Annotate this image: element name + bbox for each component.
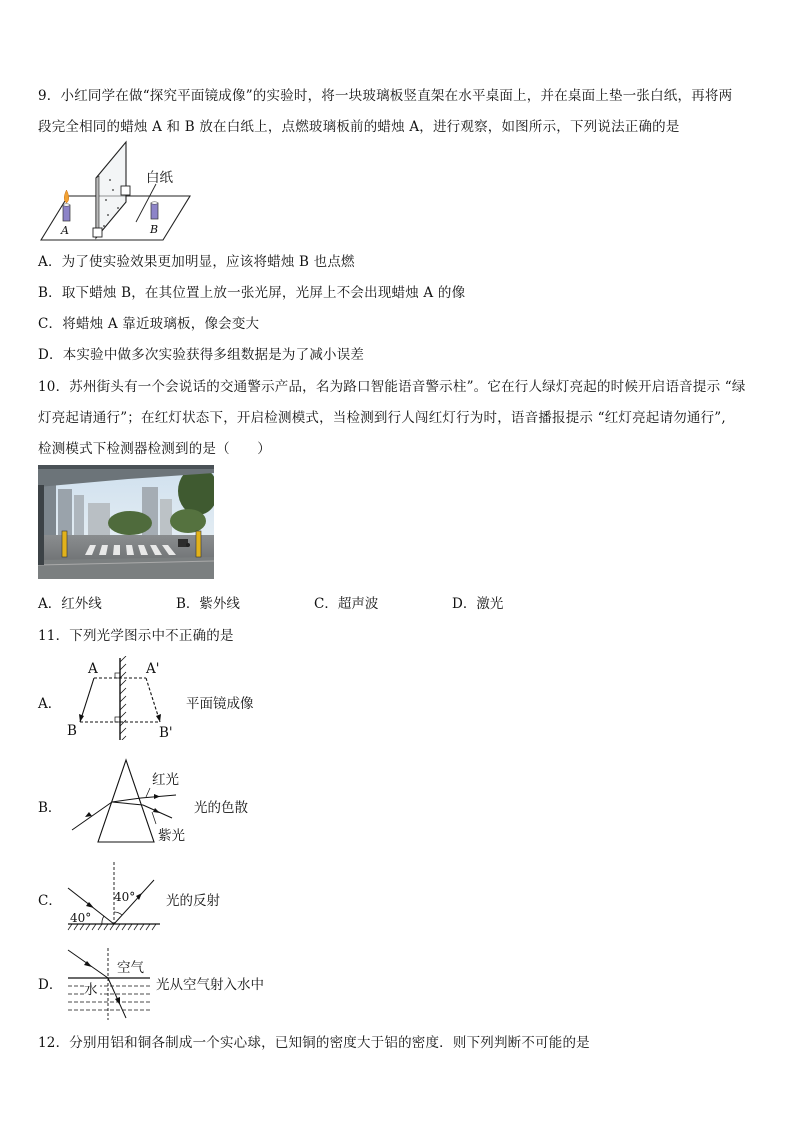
- q10-option-d: D．激光: [452, 596, 504, 612]
- q9-option-d: D．本实验中做多次实验获得多组数据是为了减小误差: [38, 347, 365, 363]
- label-a-prime: A': [146, 661, 160, 677]
- street-crossing-photo: [38, 465, 214, 579]
- q10-option-c: C．超声波: [314, 596, 379, 612]
- candle-b: [151, 202, 158, 219]
- reflection-diagram: [64, 860, 164, 936]
- q9-stem-line2: 段完全相同的蜡烛 A 和 B 放在白纸上，点燃玻璃板前的蜡烛 A，进行观察，如图所示，下列说法正确的是: [38, 119, 680, 135]
- plane-mirror-diagram: [60, 656, 185, 740]
- q11-option-d-letter: D．: [38, 977, 63, 993]
- refraction-diagram: [64, 944, 154, 1024]
- label-b-prime: B': [159, 725, 173, 740]
- label-b: B: [67, 723, 77, 739]
- dispersion-diagram: [68, 758, 192, 846]
- flame-icon: [64, 190, 69, 203]
- q11-option-a-letter: A．: [38, 696, 62, 712]
- candle-a: [63, 190, 70, 221]
- q9-option-a: A．为了使实验效果更加明显，应该将蜡烛 B 也点燃: [38, 254, 355, 270]
- paper-label: 白纸: [146, 170, 173, 186]
- label-reflection-angle: 40°: [114, 890, 136, 904]
- label-water: 水: [84, 982, 98, 998]
- q9-option-b: B．取下蜡烛 B，在其位置上放一张光屏，光屏上不会出现蜡烛 A 的像: [38, 285, 466, 301]
- label-a: A: [88, 661, 98, 677]
- q12-stem: 12．分别用铝和铜各制成一个实心球，已知铜的密度大于铝的密度．则下列判断不可能的是: [38, 1035, 590, 1051]
- q11-stem: 11．下列光学图示中不正确的是: [38, 628, 234, 644]
- warning-post-right: [196, 531, 201, 557]
- prism-icon: [98, 760, 154, 842]
- q11-option-b-caption: 光的色散: [194, 800, 248, 816]
- q10-stem-line2: 灯亮起请通行”；在红灯状态下，开启检测模式，当检测到行人闯红灯行为时，语音播报提示 “红灯亮起请勿通行”,: [38, 410, 726, 426]
- label-air: 空气: [117, 960, 144, 976]
- candle-a-label: A: [61, 224, 69, 237]
- q11-option-c-letter: C．: [38, 893, 62, 909]
- label-incidence-angle: 40°: [70, 911, 92, 925]
- q9-stem-line1: 9．小红同学在做“探究平面镜成像”的实验时，将一块玻璃板竖直架在水平桌面上，并在桌面上垫一张白纸，再将两: [38, 88, 733, 104]
- q11-option-b-letter: B．: [38, 800, 62, 816]
- candle-b-label: B: [150, 223, 159, 236]
- label-red-light: 红光: [152, 772, 179, 788]
- q10-option-a: A．红外线: [38, 596, 102, 612]
- q10-stem-line3: 检测模式下检测器检测到的是（ ）: [38, 441, 271, 457]
- q10-stem-line1: 10．苏州街头有一个会说话的交通警示产品，名为路口智能语音警示柱”。它在行人绿灯亮起的时候开启语音提示 “绿: [38, 379, 746, 395]
- q9-option-c: C．将蜡烛 A 靠近玻璃板，像会变大: [38, 316, 260, 332]
- q11-option-c-caption: 光的反射: [166, 893, 220, 909]
- warning-post-left: [62, 531, 67, 557]
- q11-option-d-caption: 光从空气射入水中: [156, 977, 264, 993]
- mirror-experiment-figure: [38, 140, 198, 245]
- q11-option-a-caption: 平面镜成像: [186, 696, 254, 712]
- q10-option-b: B．紫外线: [176, 596, 240, 612]
- label-violet-light: 紫光: [158, 828, 185, 844]
